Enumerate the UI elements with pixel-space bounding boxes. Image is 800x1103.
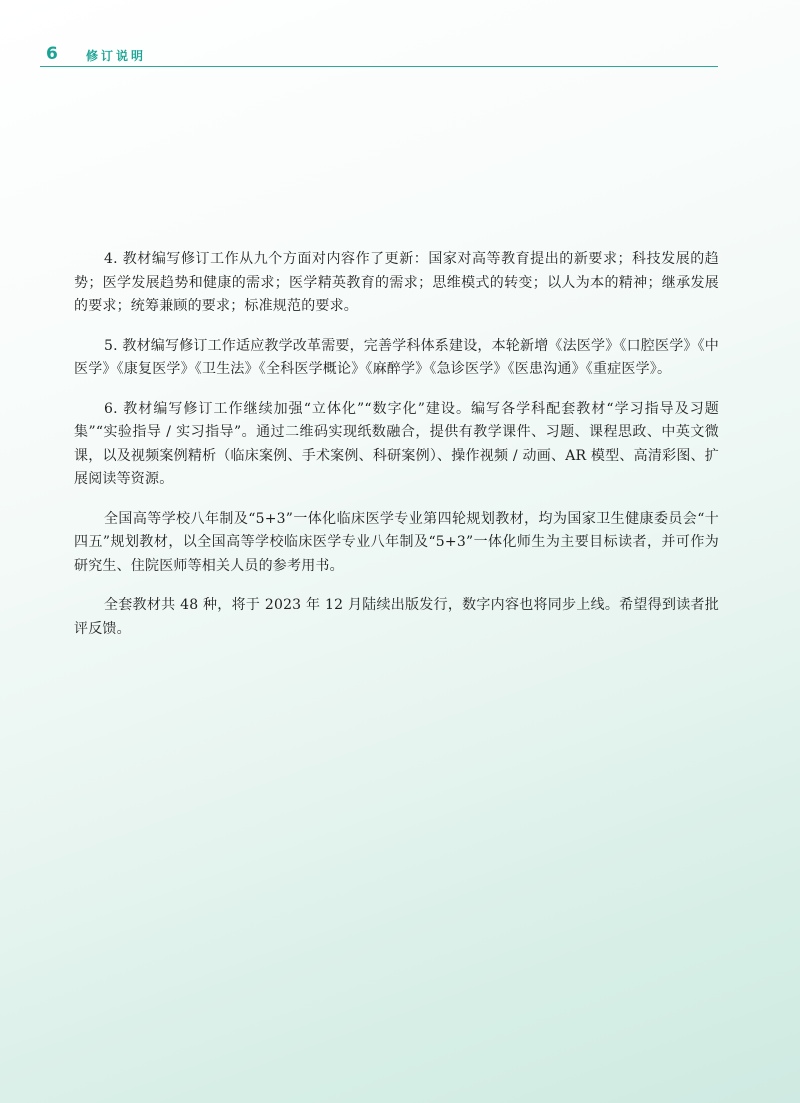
section-title: 修订说明	[86, 49, 147, 63]
page-number: 6	[46, 44, 58, 64]
paragraph-textbook-series: 全国高等学校八年制及“5+3”一体化临床医学专业第四轮规划教材，均为国家卫生健康委员会“十四五”规划教材，以全国高等学校临床医学专业八年制及“5+3”一体化师生为主要目标读者，并可作为研究生、住院医师等相关人员的参考用书。	[74, 510, 719, 574]
paragraph-5: 5. 教材编写修订工作适应教学改革需要，完善学科体系建设，本轮新增《法医学》《口腔医学》《中医学》《康复医学》《卫生法》《全科医学概论》《麻醉学》《急诊医学》《医患沟通》《重症医学》。	[74, 337, 720, 377]
body-text	[74, 248, 719, 657]
page-header	[40, 44, 718, 67]
paragraph-6: 6. 教材编写修订工作继续加强“立体化”“数字化”建设。编写各学科配套教材“学习指导及习题集”“实验指导 / 实习指导”。通过二维码实现纸数融合，提供有教学课件、习题、课程思政、中英文微课，以及视频案例精析（临床案例、手术案例、科研案例）、操作视频 / 动画、AR 模型、高清彩图、扩展阅读等资源。	[74, 400, 719, 487]
paragraph-4: 4. 教材编写修订工作从九个方面对内容作了更新：国家对高等教育提出的新要求；科技发展的趋势；医学发展趋势和健康的需求；医学精英教育的需求；思维模式的转变；以人为本的精神；继承发展的要求；统筹兼顾的要求；标准规范的要求。	[74, 251, 719, 314]
paragraph-publication: 全套教材共 48 种，将于 2023 年 12 月陆续出版发行，数字内容也将同步上线。希望得到读者批评反馈。	[74, 597, 719, 637]
